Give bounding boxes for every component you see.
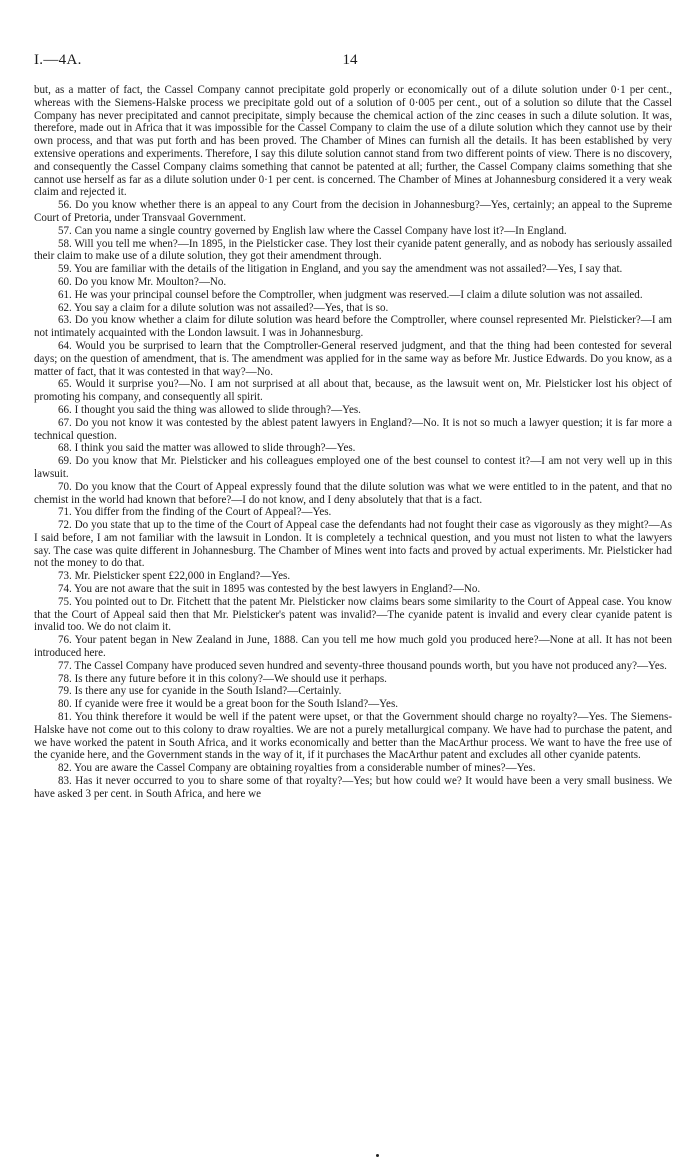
question-56: 56. Do you know whether there is an appeal to any Court from the decision in Johannesburg?—Yes, certainly; an appeal to the Supreme Court of Pretoria, under Transvaal Government. xyxy=(34,199,672,224)
question-70: 70. Do you know that the Court of Appeal expressly found that the dilute solution was what we were entitled to in the patent, and that no chemist in the world had known that before?—I do not know, and I deny absolutely that that is a fact. xyxy=(34,480,672,506)
question-72: 72. Do you state that up to the time of the Court of Appeal case the defendants had not fought their case as vigorously as they might?—As I said before, I am not familiar with the lawsuit in London. It is completely a technical question, and you must not listen to what the lawyers say. The case was quite different in Johannesburg. The Chamber of Mines went into facts and proved by actual experiments. Mr. Pielsticker had not the money to do that. xyxy=(34,519,672,570)
question-60: 60. Do you know Mr. Moulton?—No. xyxy=(58,275,227,288)
document-reference: I.—4A. xyxy=(34,52,82,68)
question-73: 73. Mr. Pielsticker spent £22,000 in England?—Yes. xyxy=(58,570,291,583)
question-62: 62. You say a claim for a dilute solution was not assailed?—Yes, that is so. xyxy=(58,301,389,314)
question-64: 64. Would you be surprised to learn that the Comptroller-General reserved judgment, and that the thing had been contested for several days; on the question of amendment, that is. The amendment was applied for in the same way as before Mr. Justice Edwards. Do you know, as a matter of fact, that it was contested in that way?—No. xyxy=(34,339,672,378)
question-71: 71. You differ from the finding of the Court of Appeal?—Yes. xyxy=(58,506,332,519)
question-68: 68. I think you said the matter was allowed to slide through?—Yes. xyxy=(58,442,356,455)
question-78: 78. Is there any future before it in this colony?—We should use it perhaps. xyxy=(58,672,387,685)
question-75: 75. You pointed out to Dr. Fitchett that the patent Mr. Pielsticker now claims bears some similarity to the Court of Appeal case. You know that the Court of Appeal said then that Mr. Pielsticker's patent was invalid?—The cyanide patent is invalid and every clear cyanide patent is invalid too. We do not claim it. xyxy=(34,595,672,634)
question-79: 79. Is there any use for cyanide in the South Island?—Certainly. xyxy=(58,685,342,698)
question-63: 63. Do you know whether a claim for dilute solution was heard before the Comptroller, where counsel represented Mr. Pielsticker?—I am not intimately acquainted with the London lawsuit. I was in Johannesburg. xyxy=(34,314,672,340)
question-80: 80. If cyanide were free it would be a great boon for the South Island?—Yes. xyxy=(58,698,399,711)
question-82: 82. You are aware the Cassel Company are obtaining royalties from a considerable number of mines?—Yes. xyxy=(58,762,536,775)
paragraph: but, as a matter of fact, the Cassel Company cannot precipitate gold properly or economically out of a dilute solution under 0·1 per cent., whereas with the Siemens-Halske process we precipitate gold out of a solution of 0·005 per cent., out of a solution so dilute that the Cassel Company has never precipitated and cannot precipitate, simply because the chemical action of the zinc ceases in such a dilute solution. It was, therefore, made out in Africa that it was impossible for the Cassel Company to claim the use of a dilute solution which they cannot use by their own process, and that was put forth and has been proved. The Chamber of Mines can furnish all the details. It has been established by very extensive operations and experiments. Therefore, I say this dilute solution cannot stand from two different points of view. There is no discovery, and consequently the Cassel Company claims something that cannot be patented at all; further, the Cassel Company claims something that she cannot use herself as far as a dilute solution under 0·1 per cent. is concerned. The Chamber of Mines at Johannesburg considered it a very weak claim and rejected it. xyxy=(34,84,672,199)
question-61: 61. He was your principal counsel before the Comptroller, when judgment was reserved.—I claim a dilute solution was not assailed. xyxy=(58,288,643,301)
page-number: 14 xyxy=(342,52,358,68)
question-77: 77. The Cassel Company have produced seven hundred and seventy-three thousand pounds worth, but you have not produced any?—Yes. xyxy=(58,659,667,672)
question-58: 58. Will you tell me when?—In 1895, in the Pielsticker case. They lost their cyanide patent generally, and as nobody has seriously assailed their claim to make use of a dilute solution, they got their amendment through. xyxy=(34,237,672,263)
question-67: 67. Do you not know it was contested by the ablest patent lawyers in England?—No. It is not so much a lawyer question; it is far more a technical question. xyxy=(34,416,672,442)
question-83: 83. Has it never occurred to you to share some of that royalty?—Yes; but how could we? It would have been a very small business. We have asked 3 per cent. in South Africa, and here we xyxy=(34,775,672,800)
page-mark xyxy=(376,1154,379,1157)
question-66: 66. I thought you said the thing was allowed to slide through?—Yes. xyxy=(58,403,361,416)
question-65: 65. Would it surprise you?—No. I am not surprised at all about that, because, as the lawsuit went on, Mr. Pielsticker lost his object of promoting his company, and consequently all spirit. xyxy=(34,378,672,404)
question-57: 57. Can you name a single country governed by English law where the Cassel Company have lost it?—In England. xyxy=(58,224,567,237)
question-59: 59. You are familiar with the details of the litigation in England, and you say the amendment was not assailed?—Yes, I say that. xyxy=(58,263,623,276)
question-76: 76. Your patent began in New Zealand in June, 1888. Can you tell me how much gold you produced here?—None at all. It has not been introduced here. xyxy=(34,634,672,660)
page-header xyxy=(34,52,666,72)
question-69: 69. Do you know that Mr. Pielsticker and his colleagues employed one of the best counsel to contest it?—I am not very well up in this lawsuit. xyxy=(34,455,672,480)
question-81: 81. You think therefore it would be well if the patent were upset, or that the Government should charge no royalty?—Yes. The Siemens-Halske have not come out to this colony to draw royalties. We are not a purely metallurgical company. We have had to purchase the patent, and we have worked the patent in South Africa, and it works economically and better than the MacArthur process. We want to have the free use of the cyanide here, and the Government stands in the way of it, if it purchases the MacArthur patent and excludes all other cyanide patents. xyxy=(34,711,672,762)
body-text xyxy=(34,84,672,801)
question-74: 74. You are not aware that the suit in 1895 was contested by the best lawyers in England?—No. xyxy=(58,583,481,596)
